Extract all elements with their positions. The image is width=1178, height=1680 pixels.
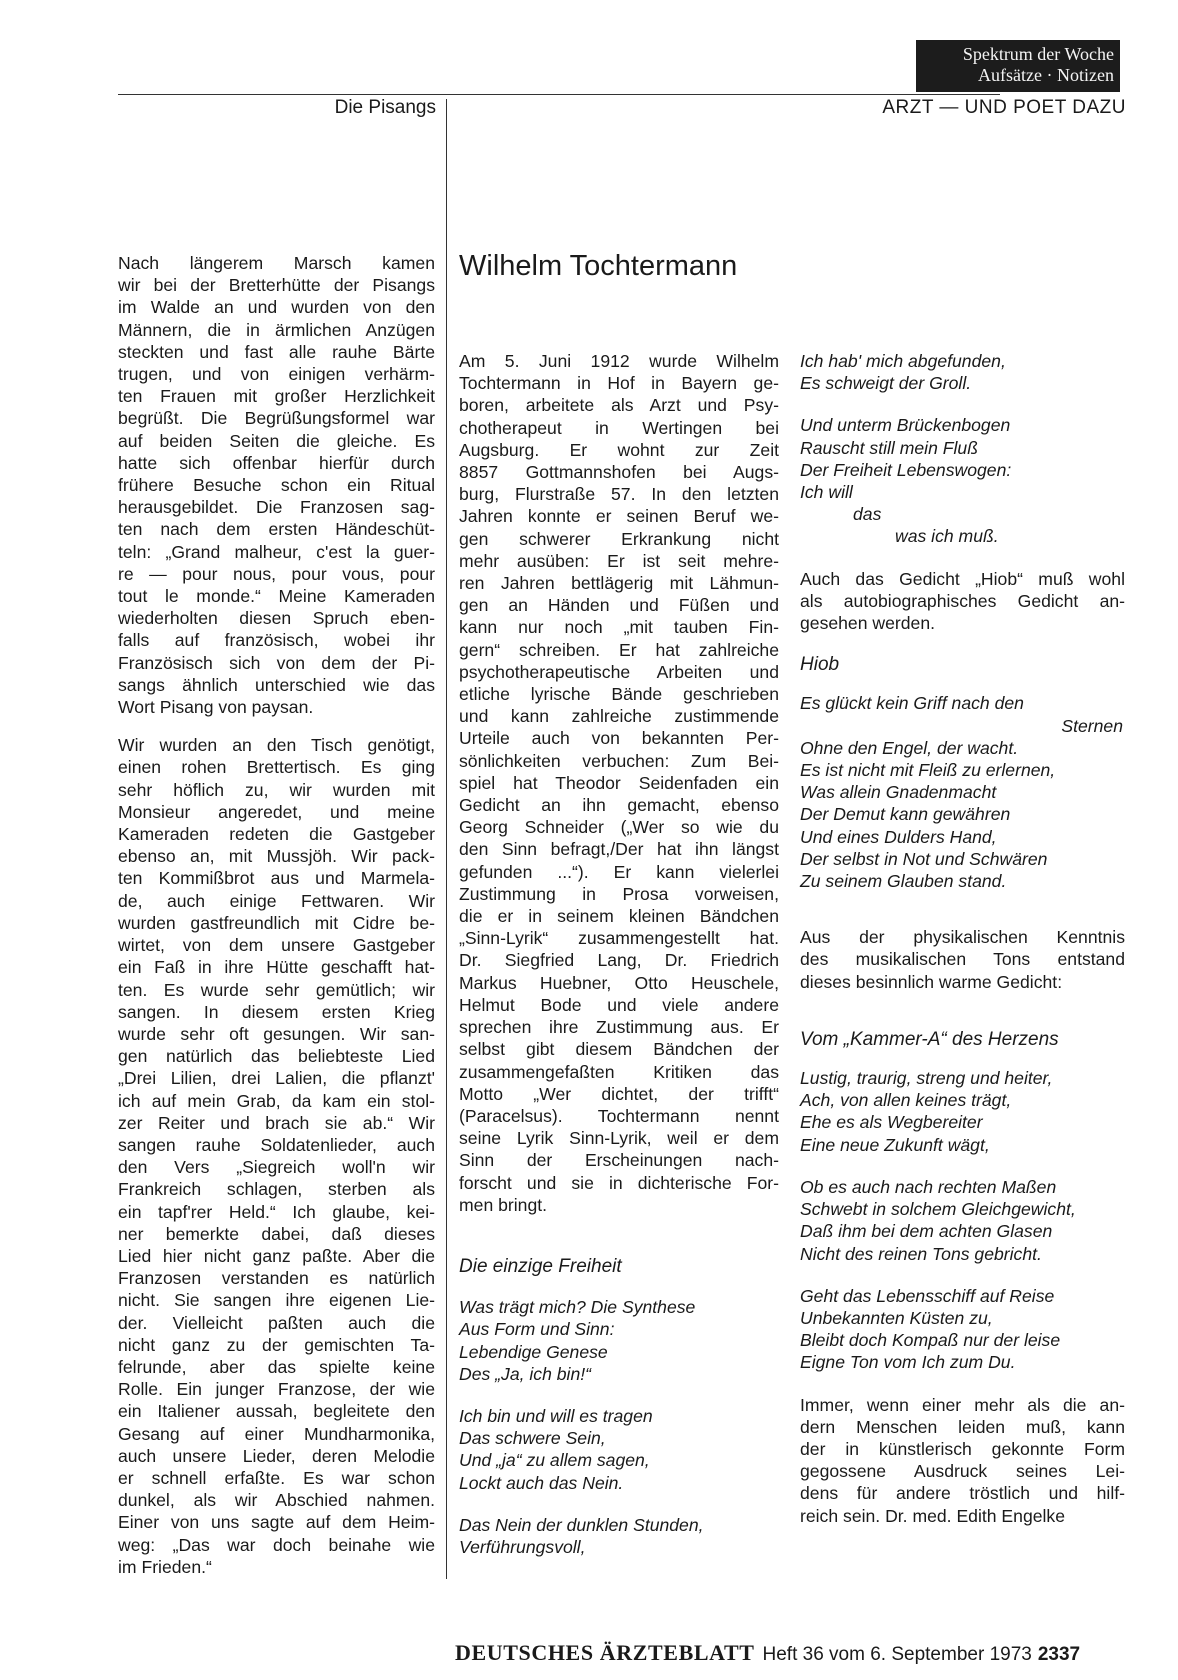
stanza bbox=[459, 1405, 779, 1494]
text-line: Helmut Bode und viele andere bbox=[459, 994, 779, 1015]
text-line: gen an Händen und Füßen und bbox=[459, 595, 779, 616]
poem-line: Zu seinem Glauben stand. bbox=[800, 871, 1007, 892]
text-line: Motto „Wer dichtet, der trifft“ bbox=[459, 1083, 779, 1104]
spacer bbox=[800, 676, 1125, 692]
poem-line: Sternen bbox=[1061, 715, 1123, 736]
text-line: und kann zahlreiche zustimmende bbox=[459, 706, 779, 727]
text-line: der. Vielleicht paßten auch die bbox=[118, 1312, 435, 1333]
poem-line: Und „ja“ zu allem sagen, bbox=[459, 1450, 650, 1471]
article-middle-column bbox=[459, 350, 779, 1558]
poem-line: Das schwere Sein, bbox=[459, 1428, 606, 1449]
poem-line: Ob es auch nach rechten Maßen bbox=[800, 1176, 1057, 1197]
paragraph bbox=[800, 1394, 1125, 1527]
stanza bbox=[459, 1514, 779, 1558]
text-line: de, auch einige Fettwaren. Wir bbox=[118, 890, 435, 911]
text-line: dens für andere tröstlich und hilf- bbox=[800, 1483, 1125, 1504]
text-line: Einer von uns sagte auf dem Heim- bbox=[118, 1512, 435, 1533]
text-line: Urteile auch von bekannten Per- bbox=[459, 728, 779, 749]
text-line: als autobiographisches Gedicht an- bbox=[800, 590, 1125, 611]
poem-indented-lines bbox=[800, 503, 1125, 547]
stanza bbox=[800, 1067, 1125, 1156]
poem-line: Geht das Lebensschiff auf Reise bbox=[800, 1285, 1055, 1306]
stanza-gap bbox=[459, 1385, 779, 1405]
spacer bbox=[800, 1051, 1125, 1067]
text-line: Zustimmung in Prosa vorweisen, bbox=[459, 883, 779, 904]
text-line: ren Jahren bettlägerig mit Lähmun- bbox=[459, 573, 779, 594]
poem-line: Aus Form und Sinn: bbox=[459, 1319, 615, 1340]
stanza-gap bbox=[800, 1265, 1125, 1285]
text-line: ten. Es wurde sehr gemütlich; wir bbox=[118, 979, 435, 1000]
poem-line: Schwebt in solchem Gleichgewicht, bbox=[800, 1199, 1076, 1220]
text-line: mehr ausüben: Er ist seit mehre- bbox=[459, 550, 779, 571]
text-line: Immer, wenn einer mehr als die an- bbox=[800, 1394, 1125, 1415]
poem-line: Was trägt mich? Die Synthese bbox=[459, 1297, 696, 1318]
spacer bbox=[800, 548, 1125, 568]
poem bbox=[800, 1067, 1125, 1373]
spacer bbox=[800, 1374, 1125, 1394]
text-line: 8857 Gottmannshofen bei Augs- bbox=[459, 462, 779, 483]
poem-line: Ach, von allen keines trägt, bbox=[800, 1090, 1012, 1111]
text-line: frühere Besuche schon ein Ritual bbox=[118, 475, 435, 496]
text-line: (Paracelsus). Tochtermann nennt bbox=[459, 1105, 779, 1126]
poem-line: Es glückt kein Griff nach den bbox=[800, 693, 1024, 714]
poem-line: Es schweigt der Groll. bbox=[800, 373, 972, 394]
badge-line-2: Aufsätze · Notizen bbox=[978, 65, 1114, 85]
stanza bbox=[800, 350, 1125, 394]
poem-line: Und eines Dulders Hand, bbox=[800, 826, 997, 847]
text-line: tout le monde.“ Meine Kameraden bbox=[118, 586, 435, 607]
spacer bbox=[800, 993, 1125, 1029]
paragraph bbox=[459, 350, 779, 1216]
text-line: weg: „Das war doch beinahe wie bbox=[118, 1534, 435, 1555]
poem-lines bbox=[800, 737, 1125, 892]
text-line: Gesang auf einer Mundharmonika, bbox=[118, 1423, 435, 1444]
stanza bbox=[800, 1176, 1125, 1265]
page-footer bbox=[455, 1640, 1080, 1666]
poem-line: Eine neue Zukunft wägt, bbox=[800, 1134, 990, 1155]
poem-line: Es ist nicht mit Fleiß zu erlernen, bbox=[800, 760, 1056, 781]
magazine-name: DEUTSCHES ÄRZTEBLATT bbox=[455, 1640, 755, 1665]
text-line: ein Italiener aussah, begleitete den bbox=[118, 1401, 435, 1422]
text-line: wir bei der Bretterhütte der Pisangs bbox=[118, 275, 435, 296]
text-line: Kameraden redeten die Gastgeber bbox=[118, 824, 435, 845]
text-line: „Drei Lilien, drei Lalien, die pflanzt' bbox=[118, 1068, 435, 1089]
text-line: die er in seinem kleinen Bändchen bbox=[459, 906, 779, 927]
text-line: sangen rauhe Soldatenlieder, auch bbox=[118, 1134, 435, 1155]
stanza-gap bbox=[800, 394, 1125, 414]
poem-title: Vom „Kammer-A“ des Herzens bbox=[800, 1028, 1059, 1050]
article-right-column bbox=[800, 350, 1125, 1527]
text-line: Frankreich schlagen, sterben als bbox=[118, 1179, 435, 1200]
section-badge bbox=[916, 40, 1120, 92]
text-line: ebenso an, mit Mussjöh. Wir pack- bbox=[118, 846, 435, 867]
text-line: kann nur noch „mit tauben Fin- bbox=[459, 617, 779, 638]
text-line: begrüßt. Die Begrüßungsformel war bbox=[118, 408, 435, 429]
text-line: ein tapf'rer Held.“ Ich glaube, kei- bbox=[118, 1201, 435, 1222]
header-rule bbox=[118, 94, 1000, 95]
text-line: seine Lyrik Sinn-Lyrik, weil er dem bbox=[459, 1128, 779, 1149]
text-line: Gedicht an ihn gemacht, ebenso bbox=[459, 795, 779, 816]
stanza-gap bbox=[800, 1156, 1125, 1176]
text-line: ich auf mein Grab, da kam ein stol- bbox=[118, 1090, 435, 1111]
stanza bbox=[459, 1296, 779, 1385]
text-line: im Frieden.“ bbox=[118, 1556, 212, 1577]
poem-line: Ohne den Engel, der wacht. bbox=[800, 737, 1019, 758]
text-line: ten Frauen mit großer Herzlichkeit bbox=[118, 386, 435, 407]
text-line: burg, Flurstraße 57. In den letzten bbox=[459, 484, 779, 505]
poem-line: was ich muß. bbox=[895, 526, 999, 547]
poem-line: Ich bin und will es tragen bbox=[459, 1405, 653, 1426]
text-line: Franzosen verstanden es natürlich bbox=[118, 1268, 435, 1289]
poem-line: Ich hab' mich abgefunden, bbox=[800, 351, 1006, 371]
text-line: wiederholten diesen Spruch eben- bbox=[118, 608, 435, 629]
stanza-gap bbox=[459, 1494, 779, 1514]
poem bbox=[459, 1296, 779, 1558]
text-line: falls auf französisch, wobei ihr bbox=[118, 630, 435, 651]
text-line: men bringt. bbox=[459, 1194, 548, 1215]
text-line: chotherapeut in Wertingen bei bbox=[459, 417, 779, 438]
text-line: forscht und sie in dichterische For- bbox=[459, 1172, 779, 1193]
text-line: nicht. Sie sangen ihre eigenen Lie- bbox=[118, 1290, 435, 1311]
article-left-column bbox=[118, 252, 435, 1578]
text-line: Rolle. Ein junger Franzose, der wie bbox=[118, 1379, 435, 1400]
text-line: Sinn der Erscheinungen nach- bbox=[459, 1150, 779, 1171]
text-line: Auch das Gedicht „Hiob“ muß wohl bbox=[800, 568, 1125, 589]
badge-line-1: Spektrum der Woche bbox=[962, 44, 1114, 64]
text-line: hatte sich offenbar hierfür durch bbox=[118, 452, 435, 473]
paragraph-gap bbox=[118, 718, 435, 734]
poem-line: Lebendige Genese bbox=[459, 1341, 608, 1362]
poem-line: Was allein Gnadenmacht bbox=[800, 782, 997, 803]
spacer bbox=[459, 1216, 779, 1256]
text-line: Lied hier nicht ganz paßte. Aber die bbox=[118, 1245, 435, 1266]
text-line: gegossene Ausdruck seines Lei- bbox=[800, 1461, 1125, 1482]
poem-line: Verführungsvoll, bbox=[459, 1536, 586, 1557]
text-line: Aus der physikalischen Kenntnis bbox=[800, 927, 1125, 948]
text-line: Tochtermann in Hof in Bayern ge- bbox=[459, 373, 779, 394]
paragraph bbox=[800, 926, 1125, 993]
text-line: sehr höflich zu, wir wurden mit bbox=[118, 779, 435, 800]
spacer bbox=[459, 1278, 779, 1296]
article-title: Wilhelm Tochtermann bbox=[459, 250, 738, 282]
poem-line: Der Demut kann gewähren bbox=[800, 804, 1011, 825]
text-line: gefunden ...“). Er kann vielerlei bbox=[459, 861, 779, 882]
stanza bbox=[800, 1285, 1125, 1374]
text-line: Georg Schneider („Wer so wie du bbox=[459, 817, 779, 838]
text-line: sangs ähnlich unterschied wie das bbox=[118, 674, 435, 695]
text-line: einen rohen Brettertisch. Es ging bbox=[118, 757, 435, 778]
text-line: auf beiden Seiten die gleiche. Es bbox=[118, 430, 435, 451]
text-line: boren, arbeitete als Arzt und Psy- bbox=[459, 395, 779, 416]
poem-line: Lustig, traurig, streng und heiter, bbox=[800, 1068, 1053, 1089]
text-line: psychotherapeutische Arbeiten und bbox=[459, 661, 779, 682]
text-line: wurden gastfreundlich mit Cidre be- bbox=[118, 912, 435, 933]
text-line: dunkel, als wir Abschied nahmen. bbox=[118, 1490, 435, 1511]
text-line: teln: „Grand malheur, c'est la guer- bbox=[118, 541, 435, 562]
text-line: nicht ganz zu der gemischten Ta- bbox=[118, 1334, 435, 1355]
text-line: steckten und fast alle rauhe Bärte bbox=[118, 341, 435, 362]
poem-line: Eigne Ton vom Ich zum Du. bbox=[800, 1352, 1016, 1373]
poem-line: Daß ihm bei dem achten Glasen bbox=[800, 1221, 1053, 1242]
text-line: zusammengefaßten Kritiken das bbox=[459, 1061, 779, 1082]
text-line: herausgebildet. Die Franzosen sag- bbox=[118, 497, 435, 518]
poem-line: Des „Ja, ich bin!“ bbox=[459, 1363, 591, 1384]
poem-line: Nicht des reinen Tons gebricht. bbox=[800, 1243, 1042, 1264]
text-line: er schnell erfaßte. Es war schon bbox=[118, 1467, 435, 1488]
text-line: Jahren konnte er seinen Beruf we- bbox=[459, 506, 779, 527]
poem-line: Bleibt doch Kompaß nur der leise bbox=[800, 1330, 1061, 1351]
text-line: re — pour nous, pour vous, pour bbox=[118, 563, 435, 584]
text-line: Am 5. Juni 1912 wurde Wilhelm bbox=[459, 351, 779, 371]
poem-line: Und unterm Brückenbogen bbox=[800, 415, 1011, 436]
text-line: auch unsere Lieder, deren Melodie bbox=[118, 1445, 435, 1466]
text-line: sangen. In diesem ersten Krieg bbox=[118, 1001, 435, 1022]
poem-line: Unbekannten Küsten zu, bbox=[800, 1307, 993, 1328]
text-line: der in künstlerisch gekonnte Form bbox=[800, 1438, 1125, 1459]
stanza bbox=[800, 414, 1125, 503]
text-line: Augsburg. Er wohnt zur Zeit bbox=[459, 439, 779, 460]
poem-title: Die einzige Freiheit bbox=[459, 1255, 622, 1277]
text-line: Dr. Siegfried Lang, Dr. Friedrich bbox=[459, 950, 779, 971]
text-line: gen natürlich das beliebteste Lied bbox=[118, 1046, 435, 1067]
spacer bbox=[800, 634, 1125, 654]
text-line: ten Kommißbrot aus und Marmela- bbox=[118, 868, 435, 889]
poem-line: Ich will bbox=[800, 482, 853, 503]
poem-line: Ehe es als Wegbereiter bbox=[800, 1112, 983, 1133]
poem-line: Lockt auch das Nein. bbox=[459, 1472, 624, 1493]
poem bbox=[800, 692, 1125, 892]
poem-line: Das Nein der dunklen Stunden, bbox=[459, 1514, 704, 1535]
text-line: selbst gibt diesem Bändchen der bbox=[459, 1039, 779, 1060]
paragraph bbox=[800, 568, 1125, 635]
text-line: ten nach dem ersten Händeschüt- bbox=[118, 519, 435, 540]
section-title-left: Die Pisangs bbox=[334, 97, 436, 118]
issue-info: Heft 36 vom 6. September 1973 bbox=[762, 1644, 1032, 1665]
text-line: dieses besinnlich warme Gedicht: bbox=[800, 971, 1063, 992]
text-line: reich sein. Dr. med. Edith Engelke bbox=[800, 1505, 1066, 1526]
text-line: gern“ schreiben. Er hat zahlreiche bbox=[459, 639, 779, 660]
text-line: zer Reiter und brach sie ab.“ Wir bbox=[118, 1112, 435, 1133]
text-line: gesehen werden. bbox=[800, 613, 935, 634]
poem-line: Der Freiheit Lebenswogen: bbox=[800, 459, 1012, 480]
text-line: Monsieur angeredet, und meine bbox=[118, 801, 435, 822]
text-line: sprechen ihre Zustimmung aus. Er bbox=[459, 1017, 779, 1038]
page-number: 2337 bbox=[1037, 1644, 1081, 1665]
text-line: felrunde, aber das spielte keine bbox=[118, 1356, 435, 1377]
text-line: Wir wurden an den Tisch genötigt, bbox=[118, 735, 435, 756]
text-line: den Sinn befragt,/Der hat ihn längst bbox=[459, 839, 779, 860]
text-line: spiel hat Theodor Seidenfaden ein bbox=[459, 772, 779, 793]
text-line: im Walde an und wurden von den bbox=[118, 297, 435, 318]
section-title-right: ARZT — UND POET DAZU bbox=[882, 97, 1126, 118]
text-line: trugen, und von einigen verhärm- bbox=[118, 364, 435, 385]
text-line: des musikalischen Tons entstand bbox=[800, 949, 1125, 970]
text-line: Markus Huebner, Otto Heuschele, bbox=[459, 972, 779, 993]
text-line: etliche lyrische Bände geschrieben bbox=[459, 684, 779, 705]
poem-line: Rauscht still mein Fluß bbox=[800, 437, 978, 458]
text-line: wurde sehr oft gesungen. Wir san- bbox=[118, 1023, 435, 1044]
text-line: ein Faß in ihre Hütte geschafft hat- bbox=[118, 957, 435, 978]
text-line: „Sinn-Lyrik“ zusammengestellt hat. bbox=[459, 928, 779, 949]
text-line: sönlichkeiten verbuchen: Zum Bei- bbox=[459, 750, 779, 771]
text-line: den Vers „Siegreich woll'n wir bbox=[118, 1157, 435, 1178]
text-line: wirtet, von dem unsere Gastgeber bbox=[118, 935, 435, 956]
text-line: dern Menschen leiden muß, kann bbox=[800, 1416, 1125, 1437]
poem-title: Hiob bbox=[800, 654, 840, 676]
text-line: Nach längerem Marsch kamen bbox=[118, 253, 435, 273]
text-line: Männern, die in ärmlichen Anzügen bbox=[118, 319, 435, 340]
column-divider bbox=[446, 99, 447, 1579]
paragraph bbox=[118, 734, 435, 1578]
text-line: ner bemerkte dabei, daß dieses bbox=[118, 1223, 435, 1244]
text-line: Französisch sich von dem der Pi- bbox=[118, 652, 435, 673]
poem-continuation bbox=[800, 350, 1125, 503]
poem-line: Der selbst in Not und Schwären bbox=[800, 848, 1048, 869]
text-line: Wort Pisang von paysan. bbox=[118, 697, 314, 718]
text-line: gen schwerer Erkrankung nicht bbox=[459, 528, 779, 549]
poem-line: das bbox=[853, 504, 882, 525]
spacer bbox=[800, 892, 1125, 926]
paragraph bbox=[118, 252, 435, 718]
